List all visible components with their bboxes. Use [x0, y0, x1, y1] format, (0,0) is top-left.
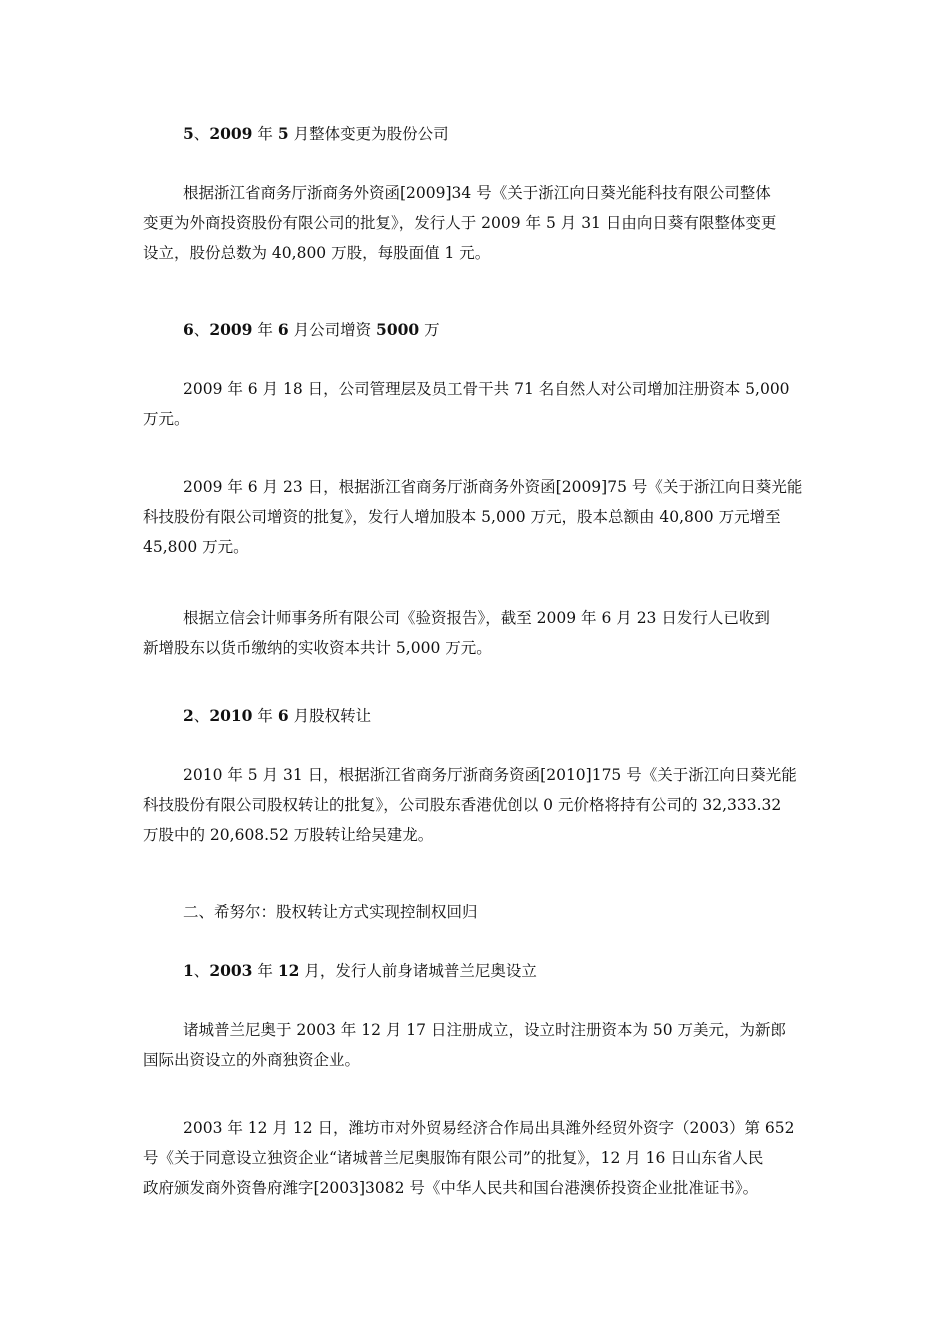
paragraph [143, 1113, 811, 1203]
paragraph-line: 设立，股份总数为 40,800 万股，每股面值 1 元。 [143, 244, 491, 262]
paragraph-line: 科技股份有限公司增资的批复》，发行人增加股本 5,000 万元，股本总额由 40,800 万元增至 [143, 508, 781, 526]
paragraph-line: 变更为外商投资股份有限公司的批复》，发行人于 2009 年 5 月 31 日由向日葵有限整体变更 [143, 214, 777, 232]
heading-month: 6 [277, 320, 289, 339]
heading-sep: 、 [193, 962, 210, 980]
heading-text: 月股权转让 [293, 707, 372, 725]
heading-unit: 万 [424, 321, 440, 339]
paragraph [143, 1015, 811, 1075]
paragraph-line: 2009 年 6 月 23 日，根据浙江省商务厅浙商务外资函[2009]75 号《关于浙江向日葵光能 [183, 478, 803, 496]
heading-amount: 5000 [376, 320, 420, 339]
heading-number: 5 [183, 124, 194, 143]
heading-month: 5 [277, 124, 289, 143]
heading-year: 2009 [209, 124, 253, 143]
paragraph [143, 374, 811, 434]
heading-number: 2 [183, 706, 194, 725]
paragraph-line: 根据浙江省商务厅浙商务外资函[2009]34 号《关于浙江向日葵光能科技有限公司整体 [183, 184, 771, 202]
section-heading-5 [143, 119, 811, 149]
heading-sep: 、 [193, 321, 210, 339]
paragraph-line: 诸城普兰尼奥于 2003 年 12 月 17 日注册成立，设立时注册资本为 50 万美元，为新郎 [183, 1021, 787, 1039]
paragraph-line: 45,800 万元。 [143, 538, 249, 556]
heading-year-unit: 年 [257, 321, 273, 339]
heading-year: 2009 [209, 320, 253, 339]
paragraph [143, 760, 811, 850]
heading-text: 月，发行人前身诸城普兰尼奥设立 [304, 962, 537, 980]
part-two-title [143, 897, 811, 927]
part-title-text: 二、希努尔：股权转让方式实现控制权回归 [183, 903, 478, 921]
heading-year-unit: 年 [257, 125, 273, 143]
paragraph-line: 政府颁发商外资鲁府潍字[2003]3082 号《中华人民共和国台港澳侨投资企业批准证书》。 [143, 1179, 759, 1197]
paragraph-line: 万股中的 20,608.52 万股转让给吴建龙。 [143, 826, 434, 844]
heading-number: 6 [183, 320, 194, 339]
paragraph-line: 国际出资设立的外商独资企业。 [143, 1051, 361, 1069]
paragraph [143, 603, 811, 663]
heading-year-unit: 年 [257, 707, 273, 725]
section-heading-1 [143, 956, 811, 986]
heading-number: 1 [183, 961, 194, 980]
heading-month: 12 [277, 961, 300, 980]
paragraph-line: 号《关于同意设立独资企业“诸城普兰尼奥服饰有限公司”的批复》，12 月 16 日山东省人民 [143, 1149, 764, 1167]
heading-text: 月整体变更为股份公司 [293, 125, 449, 143]
heading-year-unit: 年 [257, 962, 273, 980]
paragraph-line: 新增股东以货币缴纳的实收资本共计 5,000 万元。 [143, 639, 492, 657]
heading-month: 6 [277, 706, 289, 725]
heading-sep: 、 [193, 707, 210, 725]
heading-year: 2010 [209, 706, 253, 725]
paragraph-line: 根据立信会计师事务所有限公司《验资报告》，截至 2009 年 6 月 23 日发行人已收到 [183, 609, 770, 627]
paragraph-line: 2009 年 6 月 18 日，公司管理层及员工骨干共 71 名自然人对公司增加注册资本 5,000 [183, 380, 790, 398]
paragraph [143, 472, 811, 562]
section-heading-6 [143, 315, 811, 345]
paragraph-line: 2003 年 12 月 12 日，潍坊市对外贸易经济合作局出具潍外经贸外资字（2003）第 652 [183, 1119, 795, 1137]
paragraph-line: 2010 年 5 月 31 日，根据浙江省商务厅浙商务资函[2010]175 号《关于浙江向日葵光能 [183, 766, 797, 784]
heading-year: 2003 [209, 961, 253, 980]
paragraph-line: 科技股份有限公司股权转让的批复》，公司股东香港优创以 0 元价格将持有公司的 32,333.32 [143, 796, 782, 814]
paragraph-line: 万元。 [143, 410, 190, 428]
heading-text: 月公司增资 [293, 321, 372, 339]
section-heading-2 [143, 701, 811, 731]
paragraph [143, 178, 811, 268]
heading-sep: 、 [193, 125, 210, 143]
